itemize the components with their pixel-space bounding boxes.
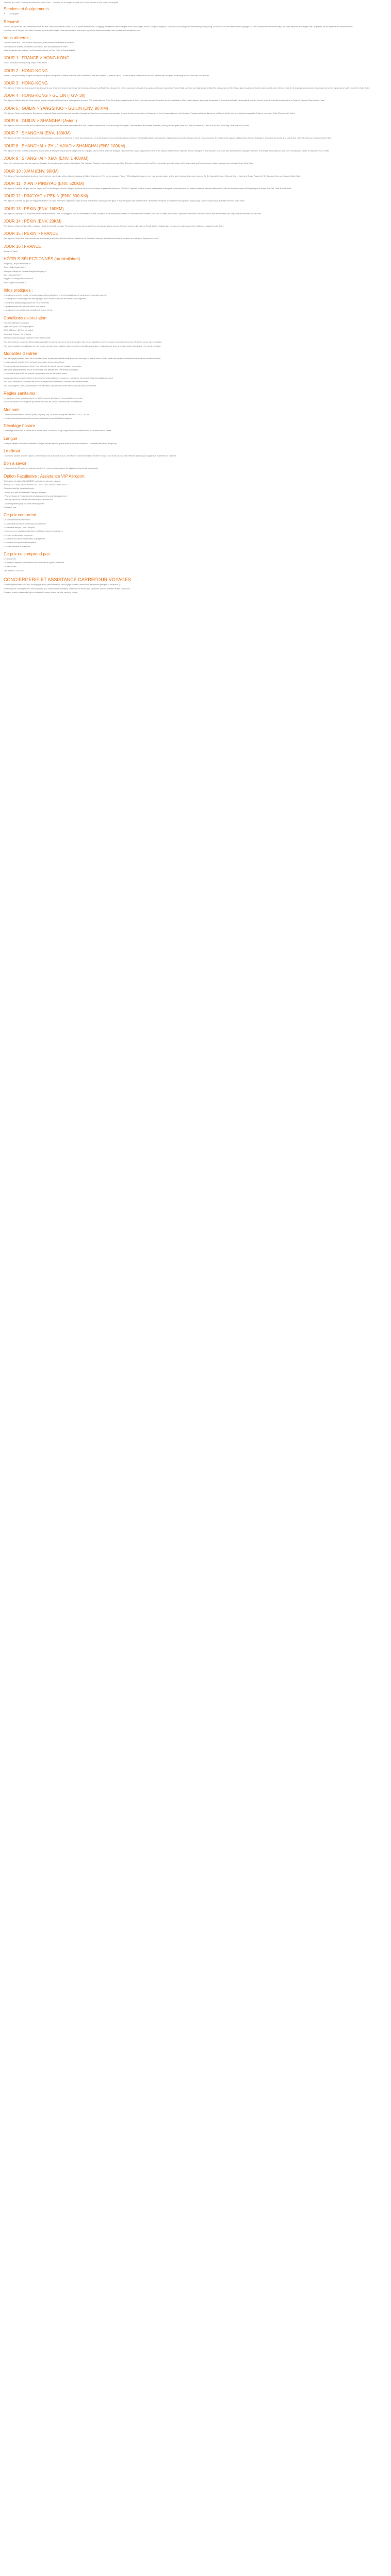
day-title: JOUR 14 : PÉKIN (ENV. 20KM) xyxy=(4,218,62,224)
option-paragraph: Prix base 2 pers xyxy=(4,506,17,509)
day-block xyxy=(4,81,387,89)
day-text: Petit déjeuner. Départ pour la découverte de la Grande Muraille de Chine à Juyongguan, l'une des merveilles du monde. Ascension de ce monument qui s'étend sur des milliers de kilomètres. Arrêt dans un atelier de cloisonné. Déjeuner au restaurant. Retour à Pékin et visite des tombeaux des Ming. Dîner au restaurant. Nuit à l'hôtel. xyxy=(4,212,262,215)
option-heading: Option Facultative : Assistance VIP Aéroport xyxy=(4,473,85,479)
day-block xyxy=(4,231,387,240)
reglementaires-section xyxy=(4,391,387,403)
hotel-item: Pingyao : Yi Cheng Yuan Guesthouse xyxy=(4,278,33,280)
day-title: JOUR 11 : XIAN > PINGYAO (ENV. 520KM) xyxy=(4,181,84,186)
day-title: JOUR 9 : SHANGHAI > XIAN (ENV. 1 400KM) xyxy=(4,156,89,161)
option-paragraph: - Accueil de la part d'un assistant à l'aéroport de départ xyxy=(4,491,46,494)
services-list xyxy=(4,13,387,15)
option-paragraph: - Passage rapide aux contrôles de sûreté et accès au salon VIP xyxy=(4,499,53,501)
monnaie-paragraph: La monnaie chinoise est le renminbi (RMB) ou yuan (CNY). Le taux de change est d'environ 1 EUR = 7,8 CNY. xyxy=(4,413,90,416)
resume-paragraph: Explorez en 16 jours les sites emblématiques de la Chine : Pékin et la Grande Muraille, Xi'an et l'armée de terre cuite, Chongqing, le majestueux fleuve Yangtsé et ses Trois Gorges, Wuhan, Shanghai, Hangzhou, Suzhou et Zhouzhuang avant de terminer par Hong Kong. Vous découvrirez les traditions et les paysages qui font la richesse de cet immense pays, des palais impériaux aux villages d'eau, en passant par les temples et les marchés animés. xyxy=(4,25,353,28)
prix-comprend-item: Les repas mentionnés au programme xyxy=(4,534,33,536)
option-paragraph: Cette option est valable UNIQUEMENT au départ des aéroports suivants : xyxy=(4,480,61,482)
hotel-item: Hong Kong : Royal Pacific Hotel 4* xyxy=(4,262,31,265)
option-paragraph: - Prise en charge de l'enregistrement des bagages et de la carte d'embarquement xyxy=(4,495,67,497)
day-text: Arrivée à l'aéroport de Hong Kong et accueil par votre guide francophone. Transfert vers votre hôtel et installation dans les chambres (à partir de 14h00). Journée et repas libres selon les horaires d'arrivée pour récupérer du décalage horaire. Dîner libre. Nuit à l'hôtel. xyxy=(4,74,209,77)
infos-paragraph: Le programme peut être effectué dans le sens inverse. xyxy=(4,306,46,308)
day-title: JOUR 7 : SHANGHAI (ENV. 180KM) xyxy=(4,131,71,136)
voltage-paragraph: Le courant est de 220 volts. Les prises de type A, C et I sont les plus courantes. Un adaptateur universel est recommandé. xyxy=(4,467,99,470)
day-text: Petit déjeuner. Profitez d'une demi-journée de découverte pour découvrir le charme authentique de Hong Kong. Découvrez la Peak Tram, découvrez le célèbre panorama sur la ville et ses gratte-ciel depuis le sommet du Victoria Peak, puis visite du temple taoïste de Man Mo, le plus ancien de l'île. Balade dans le quartier de Stanley et son marché coloré. Déjeuner libre. En fin d'après-midi, découverte du spectacle de lumière 'Symphony of Lights'. Dîner libre. Nuit à l'hôtel. xyxy=(4,87,370,90)
conciergerie-paragraph: Un service personnalisé pour vous accompagner avant, pendant et après votre voyage : conseils, réservations, informations pratiques et assistance 7j/7. xyxy=(4,584,122,586)
day-text: Petit déjeuner. Route pour la visite du site de l'Armée de terre cuite, le plus célèbre site archéologique de Chine, découvert en 1974 par des paysans. Plus de 7000 soldats et chevaux en terre cuite grandeur nature veillent sur le tombeau du premier empereur Qin Shi Huangdi. Déjeuner. Retour à Xi'an et visite de la Grande Pagode de l'Oie Sauvage. Dîner au restaurant. Nuit à l'hôtel. xyxy=(4,175,301,177)
conciergerie-section xyxy=(4,577,387,594)
day-block xyxy=(4,181,387,190)
resume-section xyxy=(4,20,387,32)
prix-comprend-item: Les visites et excursions mentionnées au programme xyxy=(4,538,45,540)
day-block xyxy=(4,118,387,127)
prix-ne-comprend-section xyxy=(4,552,387,568)
day-block xyxy=(4,156,387,164)
infos-section xyxy=(4,288,387,312)
prix-comprend-item: Les vols internationaux aller/retour xyxy=(4,519,30,521)
decalage-paragraph: Le décalage horaire avec la France est de +6h en été et +7h en hiver. Hong Kong et la Chine continentale sont sur le même fuseau horaire. xyxy=(4,430,112,432)
day-block xyxy=(4,194,387,202)
day-text: Après votre petit déjeuner, visite du musée de Shanghai, l'un des plus grands musées d'art chinois. Puis, déjeuner. Transfert à l'aéroport et envol pour Xi'an. À l'arrivée, transfert vers votre hôtel. Dîner de raviolis, spécialité locale, suivi d'un spectacle des Tang (costumes, danses, musiques de la dynastie Tang). Nuit à l'hôtel. xyxy=(4,162,254,165)
hotels-section xyxy=(4,257,387,284)
hotel-item: Shanghai : Holiday Inn Express Shanghai Gongkang 4* xyxy=(4,270,47,273)
annulation-paragraph: Attention, l'achat de bagage optionnel est non remboursable xyxy=(4,337,51,340)
prix-ne-comprend-heading: Ce prix ne comprend pas xyxy=(4,552,50,557)
day-block xyxy=(4,244,387,252)
day-block xyxy=(4,169,387,177)
day-text: Petit déjeuner à l'hôtel. Matinée consacrée à la découverte de Shanghai. Départ pour le village d'eau de Zhujiajiao, situé à environ 50 km de Shanghai. Découverte des canaux, des ponts en pierre et des maisons traditionnelles. Déjeuner. Retour à Shanghai et visite du jardin Yu, l'un des plus célèbres jardins classiques de Chine, et du temple du Bouddha de Jade. Dîner de spécialités locales au restaurant. Nuit à l'hôtel. xyxy=(4,149,330,152)
sante-paragraph: Nous vous invitons à vous tenir informé des dernières réglementations en vigueur en consultant le site suivant : https://www.diplomatie.gouv.fr xyxy=(4,377,113,379)
arrivee-section xyxy=(4,36,387,52)
annulation-section xyxy=(4,316,387,340)
services-item: • Conciergerie xyxy=(9,13,387,15)
day-title: JOUR 15 : PÉKIN > FRANCE xyxy=(4,231,58,236)
day-text: Petit déjeuner. Matinée libre. En fin de matinée, transfert à la gare de Hong Kong et embarquement à bord du TGV à destination de Guilin (3h de trajet). Après l'arrivée à Guilin, vous serez accueilli et transféré en ville. Installation à l'hôtel pour le déjeuner. Après-midi consacrée à la découverte de la ville : promenade le long des rives de la rivière Li et visite de la colline de la Trompe d'Éléphant. Dîner et nuit à l'hôtel. xyxy=(4,99,325,102)
resume-heading: Résumé xyxy=(4,19,19,24)
prix-ne-comprend-item: Les assurances xyxy=(4,558,16,561)
breadcrumb: Descriptif du Circuit: Croisière des Merveilles de la Chine — croisière sur le Yangtsé et visite de la Chine du nord au sud, avec Conciergerie xyxy=(4,2,118,4)
option-paragraph: PARIS (CDG / ORY) - LYON - MARSEILLE - NICE - TOULOUSE ET BORDEAUX xyxy=(4,483,67,486)
date-line: Date d'édition : 04/01/2024 xyxy=(4,570,25,572)
langue-paragraph: La langue officielle est le chinois mandarin. L'anglais est parlé dans les grands hôtels et les lieux touristiques. Le cantonais est parlé à Hong Kong. xyxy=(4,442,117,445)
option-paragraph: - Accompagnement jusqu'à la porte d'embarquement xyxy=(4,502,45,505)
conciergerie-paragraph: En cas de besoin pendant votre séjour, contactez le numéro indiqué sur votre carnet de voyage. xyxy=(4,591,78,594)
day-block xyxy=(4,219,387,227)
day-title: JOUR 1 : FRANCE > HONG-KONG xyxy=(4,56,70,61)
prix-comprend-item: L'hébergement en chambre double dans les hôtels mentionnés ou similaires xyxy=(4,530,63,533)
arrivee-heading: Vous aimerez : xyxy=(4,36,31,41)
infos-paragraph: Le nombre de participants peut varier de 2 à 30 personnes. xyxy=(4,301,50,304)
arrivee-paragraph: Découvrir la Cité Interdite, la Grande Muraille et les sites incontournables de Pékin xyxy=(4,45,68,48)
infos-paragraph: Le programme est conseillé pour les adultes de plus de 12 ans. xyxy=(4,309,53,312)
prix-comprend-item: Les services d'un guide local francophone xyxy=(4,541,37,544)
resume-paragraph: La croisière sur le Yangtsé vous offrira l'occasion de contempler les plus beaux panoramas du pays depuis le pont d'un bateau confortable, avec excursions et animations à bord. xyxy=(4,29,141,32)
conciergerie-paragraph: Notre équipe de conciergerie est à votre disposition pour toute demande spécifique : réservation de restaurants, spectacles, activités, transferts et bien plus encore. xyxy=(4,587,131,590)
voltage-heading: Bon à savoir xyxy=(4,461,27,466)
annulation-paragraph: De 30 à 15 jours : 60 % du prix global xyxy=(4,329,33,332)
hotel-item: Xian : Xiaozhai Hotel 4* xyxy=(4,274,22,276)
sante-paragraph: Pour tout voyage en Chine, la présentation d'une attestation d'assurance couvrant les frais médicaux est recommandée. xyxy=(4,384,97,387)
annulation-paragraph: A plus de 30 jours : 10% du prix global xyxy=(4,326,34,328)
day-title: JOUR 10 : XIAN (ENV. 90KM) xyxy=(4,168,59,174)
climat-section xyxy=(4,449,387,457)
hotels-heading: HÔTELS SÉLECTIONNÉS (ou similaires) xyxy=(4,256,80,261)
notes-paragraph: Pour les contrats de voyage, la réglementation applicable est celle du pays où se trouve le voyageur. Une fois les prestations réservées, aucun remboursement ne sera effectué en cas de non-présentation. xyxy=(4,341,162,344)
formalites-paragraph: Pour les voyageurs devant entrer sur le territoire chinois, le passeport doit être valide au moins 6 mois après la date de retour. Vérifiez avant votre départ les informations de visa et les conditions d'entrée. xyxy=(4,358,161,360)
sante-section xyxy=(4,377,387,387)
option-section xyxy=(4,474,387,509)
day-text: Petit déjeuner. Route vers Yangshuo. Déjeuner au restaurant. Départ pour la charmante et célèbre bourgade de Yangshuo, connue pour ses paysages de pains de sucre et ses rizières. Croisière sur la rivière Li avec déjeuner à bord. Arrivée à Yangshuo et balade dans la rue de l'Ouest, célèbre pour ses boutiques et ses cafés. Route de retour vers Guilin. Dîner et nuit à l'hôtel. xyxy=(4,112,295,114)
itinerary xyxy=(4,56,387,252)
day-title: JOUR 13 : PÉKIN (ENV. 160KM) xyxy=(4,206,64,211)
infos-paragraph: Les participants à ce circuit peuvent être regroupés sur un même circuit avec des clients d'autres agences. xyxy=(4,298,87,300)
day-title: JOUR 6 : GUILIN > SHANGHAI (Avion ) xyxy=(4,118,77,124)
monnaie-heading: Monnaie xyxy=(4,407,20,412)
decalage-heading: Décalage horaire xyxy=(4,423,35,429)
day-block xyxy=(4,131,387,139)
monnaie-section xyxy=(4,408,387,420)
langue-section xyxy=(4,436,387,445)
prix-comprend-item: Les taxes aériennes et de sécurité xyxy=(4,545,30,548)
reglementaires-paragraph: Aucune vaccination n'est obligatoire pour entrer en Chine, les vaccins universels étant recommandés. xyxy=(4,401,83,403)
annulation-heading: Conditions d'annulation xyxy=(4,315,46,320)
services-heading: Services et équipements xyxy=(4,7,49,12)
reglementaires-heading: Règles sanitaires : xyxy=(4,391,38,396)
prix-comprend-section xyxy=(4,513,387,548)
annulation-paragraph: Frais de modification / annulation : xyxy=(4,321,30,324)
prix-comprend-heading: Ce prix comprend xyxy=(4,513,37,518)
day-title: JOUR 12 : PINGYAO > PÉKIN (ENV. 600 KM) xyxy=(4,194,88,199)
sante-paragraph: Pour plus d'informations concernant les vaccins et les précautions sanitaires, consultez votre médecin traitant. xyxy=(4,381,89,383)
day-text: Petit déjeuner. Temps libre pour continuer vos découvertes personnelles de Pékin selon les horaires de vol. Transfert à l'aéroport international de Pékin et vol retour vers la France. Repas et nuit à bord. xyxy=(4,238,159,240)
day-text: Petit déjeuner. Selon les horaires de vol, matinée libre à Guilin pour une découverte personnelle de la ville. Transfert à l'aéroport de Guilin et envol pour Shanghai. Dîner libre selon les horaires. À l'arrivée, accueil par votre guide, visite de la Tour de la Perle de l'Orient et du quartier de Pudong. Dîner libre. Nuit à l'hôtel. xyxy=(4,125,250,127)
climat-heading: Le climat xyxy=(4,448,21,453)
day-text: Petit déjeuner. Transfert à la gare de Xi'an. Départ en TGV vers Pingyao. Arrivée à Pingyao, ancienne cité préservée classée au patrimoine mondial de l'UNESCO. Déjeuner. Visite de la vieille ville entourée de remparts, promenade dans ses ruelles bordées de maisons traditionnelles, visite de l'ancienne banque Rishengchang et du temple de la Cité. Dîner et nuit à l'hôtel. xyxy=(4,187,292,190)
option-paragraph: Ce service inclut les éléments suivants : xyxy=(4,487,35,490)
infos-heading: Infos pratiques : xyxy=(4,287,33,293)
day-text: Envol à destination de Hong Kong. Repas et nuit à bord. xyxy=(4,62,47,64)
day-block xyxy=(4,56,387,64)
day-title: JOUR 5 : GUILIN > YANGSHUO > GUILIN (ENV. 90 KM) xyxy=(4,106,108,111)
day-text: Petit déjeuner à l'hôtel. Excursion d'une journée à Zhouzhuang, surnommée la Venise de la Chine avec ses canaux, ses ponts de pierre et ses maisons anciennes. Déjeuner de spécialités locales au restaurant. L'après-midi, promenade en barque au fil de l'eau, découverte des ruelles et des maisons traditionnelles. Retour à Shanghai et découverte du marché de la soie et de la vieille ville. Dîner au restaurant. Nuit à l'hôtel. xyxy=(4,137,332,140)
formalites-paragraph: Sans copie passeport fournie au J15, la réservation sera annulée avec 75% de frais d'annulation. xyxy=(4,369,79,371)
prix-comprend-item: Les vols intérieurs et trains mentionnés au programme xyxy=(4,522,46,525)
annulation-paragraph: A moins de 15 jours : 100 % du prix xyxy=(4,333,31,335)
conciergerie-heading: CONCIERGERIE ET ASSISTANCE CARREFOUR VOYAGES xyxy=(4,577,132,583)
reglementaires-paragraph: Les vaccins et règles sanitaires doivent être vérifiés avant le départ auprès des autorités compétentes. xyxy=(4,397,83,399)
day-block xyxy=(4,93,387,101)
day-block xyxy=(4,144,387,152)
formalites-heading: Modalités d'entrée : xyxy=(4,351,40,357)
formalites-paragraph: Prévoir un visa pour séjourner en Chine. Pour l'obtention de celui-ci, merci de contacter nos services. xyxy=(4,365,82,367)
hotel-item: Guilin : Guilin Grand Hotel 4* xyxy=(4,266,26,269)
day-title: JOUR 2 : HONG-KONG xyxy=(4,68,48,73)
climat-paragraph: Le climat est variable selon les régions : continental au nord, subtropical au sud. Les étés sont chauds et humides, les hivers froids au nord et doux au sud. Les meilleures saisons pour voyager sont le printemps et l'automne. xyxy=(4,454,177,457)
day-block xyxy=(4,106,387,114)
notes-section xyxy=(4,341,387,347)
day-title: JOUR 4 : HONG-KONG > GUILIN (TGV- 3h) xyxy=(4,93,86,98)
decalage-section xyxy=(4,423,387,432)
day-title: JOUR 16 : FRANCE xyxy=(4,244,41,249)
day-text: Arrivée en France. xyxy=(4,250,18,252)
notes-paragraph: Pour toute annulation ou modification de votre voyage, des frais seront facturés conformément à nos conditions générales et particulières de vente, le montant variant selon la date et le type de prestation. xyxy=(4,345,161,347)
day-text: Petit déjeuner. Transfert à la gare de Pingyao et départ en TGV (3h) vers Pékin. Déjeuner en cours de route ou à l'arrivée. Accueil par votre guide et visite de la place Tian'anmen et de la Cité Interdite, résidence des empereurs des dynasties Ming et Qing. Dîner de canard laqué, spécialité de Pékin. Nuit à l'hôtel. xyxy=(4,200,245,202)
formalites-paragraph: Le passeport doit obligatoirement comporter deux pages vierges consécutives. xyxy=(4,361,65,364)
page-content xyxy=(0,0,391,598)
arrivee-paragraph: Une découverte de la Chine d'hier et d'aujourd'hui, entre traditions ancestrales et modernité xyxy=(4,42,75,44)
day-block xyxy=(4,69,387,77)
prix-ne-comprend-item: Les boissons, dépenses personnelles et les pourboires aux guides, chauffeurs xyxy=(4,562,64,564)
day-text: Petit déjeuner. Visite du Palais d'Été, résidence estivale de la famille impériale. Promenade sur le lac Kunming et le long de la longue galerie couverte. Déjeuner. L'après-midi, visite du Temple du Ciel et balade dans un hutong en cyclo-pousse. Dîner d'adieu au restaurant. Nuit à l'hôtel. xyxy=(4,225,224,227)
day-title: JOUR 8 : SHANGHAI > ZHUJIAJIAO > SHANGHAI (ENV. 100KM) xyxy=(4,143,125,148)
formalites-paragraph: Les mineurs de plus de 16 ans peuvent voyager seuls avec les documents requis. xyxy=(4,372,68,375)
day-title: JOUR 3 : HONG-KONG xyxy=(4,81,48,86)
formalites-section xyxy=(4,351,387,375)
prix-comprend-item: Les transferts aéroport / hôtel / aéroport xyxy=(4,527,35,529)
day-block xyxy=(4,207,387,215)
arrivee-paragraph: Visiter les grands sites protégés : la Cité Interdite, l'Armée de Terre Cuite, la Grande Muraille xyxy=(4,49,75,52)
langue-heading: Langue xyxy=(4,436,18,441)
hotel-item: Pékin : Super House Hotel 4* xyxy=(4,281,27,284)
prix-ne-comprend-item: Les frais de visa xyxy=(4,565,17,568)
infos-paragraph: Le programme peut être modifié en fonction des conditions climatiques et des impératifs locaux, le contenu sera cependant respecté. xyxy=(4,294,107,296)
voltage-section xyxy=(4,461,387,469)
monnaie-paragraph: Les cartes bancaires internationales sont acceptées dans les grands hôtels et magasins. xyxy=(4,417,73,419)
services-section xyxy=(4,7,387,15)
